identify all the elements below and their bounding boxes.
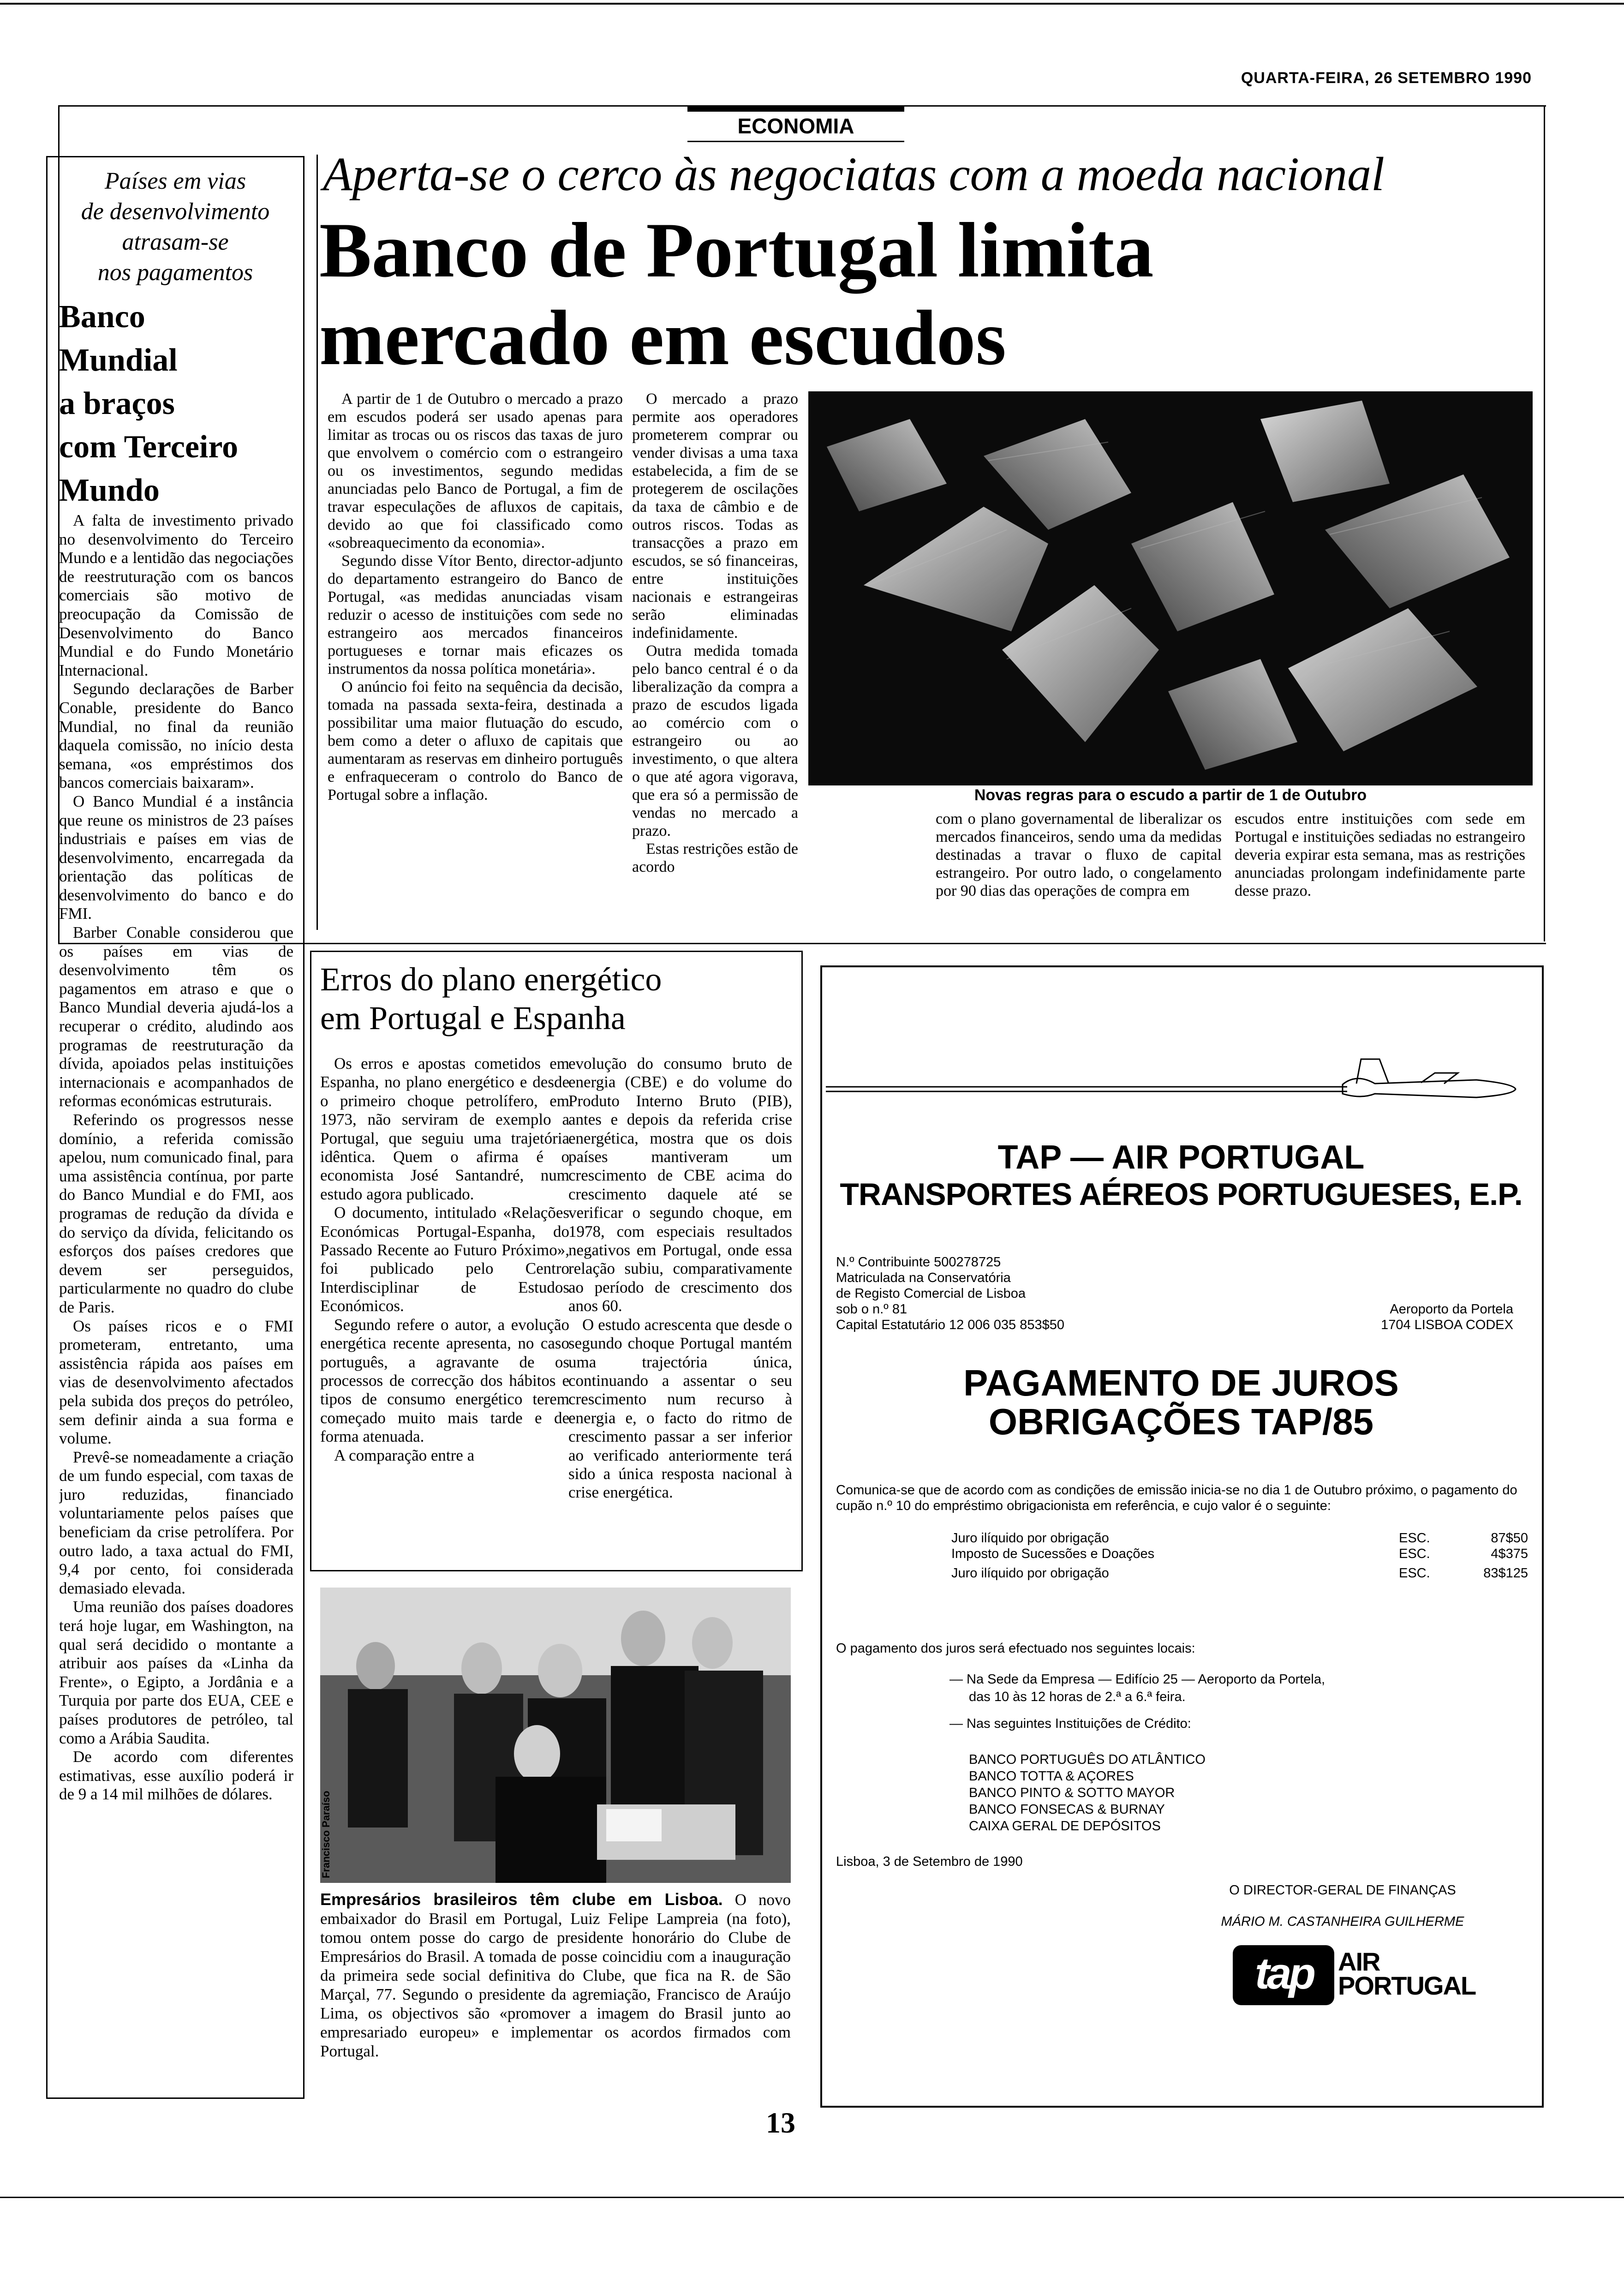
ad-registration-line: Capital Estatutário 12 006 035 853$50 [836,1318,1064,1332]
paragraph: evolução do consumo bruto de energia (CBE) e do volume do Produto Interno Bruto (PIB), antes e depois da referida crise energética, mostra que os dois países mantiveram um crescimento de CBE acima do crescimento daquele até se verificar o segundo choque, em 1978, com especiais resultados negativos em Portugal, onde essa relação subiu, comparativamente ao período de crescimento dos anos 60. [568,1055,792,1315]
ad-address [1292,1301,1513,1333]
main-headline-line: mercado em escudos [319,294,1006,381]
ad-signer-title: O DIRECTOR-GERAL DE FINANÇAS [1229,1883,1456,1898]
club-caption-title: Empresários brasileiros têm clube em Lisboa. [320,1890,723,1909]
ad-payment-places [949,1671,1325,1732]
ad-value-currency: ESC. [1399,1546,1430,1561]
ad-bank-item: BANCO PORTUGUÊS DO ATLÂNTICO [969,1752,1206,1767]
ad-payment-intro: O pagamento dos juros será efectuado nos seguintes locais: [836,1641,1195,1656]
ad-notice: Comunica-se que de acordo com as condições de emissão inicia-se no dia 1 de Outubro próximo, o pagamento do cupão n.º 10 do empréstimo obrigacionista em referência, e cujo valor é o seguinte: [836,1483,1517,1513]
sidebar-kicker-line: atrasam-se [122,229,229,255]
ad-value-gap [951,1562,1528,1565]
paragraph: O documento, intitulado «Relações Económicas Portugal-Espanha, do Passado Recente ao Futuro Próximo», foi publicado pelo Centro Interdisciplinar de Estudos Económicos. [320,1204,569,1315]
main-col-4 [1235,810,1525,930]
column-rule [316,155,318,930]
photo-caption: Novas regras para o escudo a partir de 1 de Outubro [974,786,1367,804]
paragraph: A comparação entre a [334,1446,475,1464]
photo-credit [320,1865,332,1878]
ad-registration-line: sob o n.º 81 [836,1302,908,1317]
ad-title-line: PAGAMENTO DE JUROS [963,1362,1399,1403]
main-kicker: Aperta-se o cerco às negociatas com a moeda nacional [323,148,1385,201]
paragraph: Segundo refere o autor, a evolução energética recente apresenta, no caso português, a agravante de os processos de correcção dos hábitos e tipos de consumo energético terem começado muito mais tarde e de forma atenuada. [320,1315,569,1446]
airplane-icon [821,1048,1522,1103]
top-rule [0,3,1624,5]
page-number: 13 [766,2106,795,2139]
paragraph: De acordo com diferentes estimativas, esse auxílio poderá ir de 9 a 14 mil milhões de dólares. [59,1748,293,1804]
main-col-3 [936,810,1222,930]
bottom-rule [0,2197,1624,2198]
issue-date: QUARTA-FEIRA, 26 SETEMBRO 1990 [1241,69,1532,87]
sidebar-headline-line: a braços [59,386,175,421]
energy-col-2 [568,1055,792,1567]
ad-banks-list [969,1751,1206,1834]
banknotes-photo [808,391,1533,785]
sidebar-kicker [53,166,298,288]
ad-registration-line: de Registo Comercial de Lisboa [836,1286,1026,1301]
right-frame-rule [1544,105,1545,941]
paragraph: Segundo disse Vítor Bento, director-adjunto do departamento estrangeiro do Banco de Portugal, «as medidas anunciadas visam reduzir o acesso de instituições com sede no estrangeiro aos mercados financeiros portugueses e tornar mais eficazes os instrumentos da nossa política monetária». [328,552,623,677]
ad-place-line: — Na Sede da Empresa — Edifício 25 — Aeroporto da Portela, [949,1672,1325,1687]
sidebar-kicker-line: de desenvolvimento [81,198,270,225]
ad-bank-item: CAIXA GERAL DE DEPÓSITOS [969,1819,1161,1834]
ad-title [821,1364,1541,1441]
main-headline-line: Banco de Portugal limita [319,207,1154,294]
ad-address-line: Aeroporto da Portela [1390,1302,1513,1317]
ad-registration-line: N.º Contribuinte 500278725 [836,1255,1001,1270]
main-col-1 [328,390,623,935]
ad-address-line: 1704 LISBOA CODEX [1381,1318,1513,1332]
paragraph: Uma reunião dos países doadores terá hoje lugar, em Washington, na qual será decidido o montante a atribuir aos países da «Linha da Frente», o Egipto, a Jordânia e a Turquia por parte dos EUA, CEE e países produtores de petróleo, tal como a Arábia Saudita. [59,1598,293,1747]
sidebar-headline-line: Mundial [59,342,178,378]
paragraph: O Banco Mundial é a instância que reune os ministros de 23 países industriais e países em vias de desenvolvimento, encarregada da orientação das políticas de desenvolvimento do banco e do FMI. [59,792,293,923]
ad-signer-name: MÁRIO M. CASTANHEIRA GUILHERME [1221,1914,1464,1929]
energy-headline [320,960,662,1037]
paragraph: Referindo os progressos nesse domínio, a referida comissão apelou, num comunicado final, para uma assistência contínua, por parte do Banco Mundial e do FMI, aos programas de redução da dívida e do serviço da dívida, felicitando os esforços dos países credores que devem ser perseguidos, particularmente no quadro do clube de Paris. [59,1111,293,1316]
paragraph: com o plano governamental de liberalizar os mercados financeiros, sendo uma da medidas destinadas a travar o fluxo de capital estrangeiro. Por outro lado, o congelamento por 90 dias das operações de compra em [936,810,1222,899]
ad-value-label: Imposto de Sucessões e Doações [951,1546,1155,1561]
ad-bank-item: BANCO PINTO & SOTTO MAYOR [969,1786,1175,1800]
club-caption [320,1890,791,2061]
paragraph: Os países ricos e o FMI prometeram, entretanto, uma assistência rápida aos países em vias de desenvolvimento afectados pela subida dos preços do petróleo, sem definir ainda a sua forma e volume. [59,1317,293,1448]
sidebar-body [59,511,293,2090]
paragraph: Os erros e apostas cometidos em Espanha, no plano energético e desde o primeiro choque petrolífero, em 1973, não serviram de exemplo a Portugal, que seguiu uma trajetória idêntica. Quem o afirma é o economista José Santandré, num estudo agora publicado. [320,1055,569,1203]
sidebar-headline-line: com Terceiro [59,429,239,465]
paragraph: A partir de 1 de Outubro o mercado a prazo em escudos poderá ser usado apenas para limitar as trocas ou os riscos das taxas de juro que envolvem o comércio com o estrangeiro ou os investimentos, segundo medidas anunciadas pelo Banco de Portugal, a fim de travar especulações de afluxos de capitais, devido ao que foi classificado como «sobreaquecimento da economia». [328,390,623,551]
ad-value-label: Juro ilíquido por obrigação [951,1566,1109,1581]
ad-value-currency: ESC. [1399,1566,1430,1581]
paragraph: Segundo declarações de Barber Conable, presidente do Banco Mundial, no final da reunião daquela comissão, no início desta semana, «os empréstimos dos bancos comerciais baixaram». [59,680,293,792]
ad-value-row [951,1546,1528,1562]
tap-air-portugal-logo [1233,1945,1491,2005]
section-title: ECONOMIA [737,114,854,138]
sidebar-headline-line: Mundo [59,473,160,508]
tap-logo-letters: tap [1255,1949,1313,1998]
sidebar-headline-line: Banco [59,299,145,335]
section-underline [687,141,904,142]
club-caption-text: O novo embaixador do Brasil em Portugal, Luiz Felipe Lampreia (na foto), tomou ontem posse do cargo de presidente honorário do Clube de Empresários do Brasil. A tomada de posse coincidiu com a inauguração da primeira sede social definitiva do Clube, que fica na R. de São Marçal, 77. Segundo o presidente da agremiação, Francisco de Araújo Lima, os objectivos são «promover a imagem do Brasil junto ao empresariado europeu» e implementar os acordos firmados com Portugal. [320,1891,791,2060]
ad-registration [836,1254,1064,1333]
banknotes-illustration [808,391,1533,785]
energy-headline-line: em Portugal e Espanha [320,1000,626,1037]
ad-value-label: Juro ilíquido por obrigação [951,1531,1109,1546]
ad-bank-item: BANCO FONSECAS & BURNAY [969,1802,1165,1817]
ad-place-line: das 10 às 12 horas de 2.ª a 6.ª feira. [969,1690,1186,1704]
paragraph: O mercado a prazo permite aos operadores prometerem comprar ou vender divisas a uma taxa estabelecida, a fim de se protegerem de oscilações da taxa de câmbio e de outros riscos. Todas as transacções a prazo em escudos, se só financeiras, entre instituições nacionais e estrangeiras serão eliminadas indefinidamente. [632,390,798,641]
energy-col-1 [320,1055,569,1567]
section-bar [687,105,904,112]
paragraph: A falta de investimento privado no desenvolvimento do Terceiro Mundo e a lentidão das negociações de reestruturação com os bancos comerciais são motivo de preocupação da Comissão de Desenvolvimento do Banco Mundial e do Fundo Monetário Internacional. [59,511,293,679]
ad-value-amount: 87$50 [1491,1531,1528,1546]
tap-logo-text-line: PORTUGAL [1338,1971,1476,2000]
ad-title-line: OBRIGAÇÕES TAP/85 [988,1401,1374,1442]
ad-value-row [951,1530,1528,1546]
sidebar-kicker-line: Países em vias [104,168,246,194]
paragraph: Estas restrições estão de acordo [632,840,798,875]
ad-values-table [951,1530,1528,1581]
paragraph: Outra medida tomada pelo banco central é o da liberalização da compra a prazo de escudos ligada ao comércio com o estrangeiro ou ao investimento, o que altera o que até agora vigorava, que era só a permissão de vendas no mercado a prazo. [632,642,798,839]
ad-company-fullname: TRANSPORTES AÉREOS PORTUGUESES, E.P. [840,1177,1522,1212]
paragraph: Prevê-se nomeadamente a criação de um fundo especial, com taxas de juro reduzidas, financiado voluntariamente pelos países que beneficiam da crise petrolífera. Por outro lado, a taxa actual do FMI, 9,4 por cento, foi considerada demasiado elevada. [59,1448,293,1597]
paragraph: Barber Conable considerou que os países em vias de desenvolvimento têm os pagamentos em atraso e que o Banco Mundial deveria ajudá-los a recuperar o crédito, aludindo aos programas de reestruturação da dívida, apoiados pelas instituições internacionais e acompanhados de reformas económicas estruturais. [59,923,293,1110]
ad-value-amount: 83$125 [1483,1566,1528,1581]
ad-place-line: — Nas seguintes Instituições de Crédito: [949,1716,1191,1731]
ad-date: Lisboa, 3 de Setembro de 1990 [836,1854,1023,1869]
tap-logo-text [1338,1947,1476,2000]
sidebar-kicker-line: nos pagamentos [97,259,253,286]
ad-value-row [951,1565,1528,1581]
ad-bank-item: BANCO TOTTA & AÇORES [969,1769,1134,1784]
paragraph: O anúncio foi feito na sequência da decisão, tomada na passada sexta-feira, destinada a possibilitar uma maior flutuação do escudo, bem como a deter o afluxo de capitais que aumentaram as reservas em dinheiro português e enfraqueceram o controlo do Banco de Portugal sobre a inflação. [328,678,623,803]
energy-headline-line: Erros do plano energético [320,961,662,998]
sidebar-headline [59,295,299,512]
ad-value-currency: ESC. [1399,1531,1430,1546]
ad-value-amount: 4$375 [1491,1546,1528,1561]
tap-logo-text-line: AIR [1338,1947,1380,1976]
main-col-2 [632,390,798,935]
paragraph: escudos entre instituições com sede em Portugal e instituições sediadas no estrangeiro deveria expirar esta semana, mas as restrições anunciadas prolongam indefinidamente parte desse prazo. [1235,810,1525,899]
club-photo [320,1588,791,1883]
paragraph: O estudo acrescenta que desde o segundo choque Portugal mantém uma trajectória única, continuando a assentar o seu crescimento num recurso à energia e, o facto do ritmo de crescimento passar a ser inferior ao verificado anteriormente terá sido a única resposta nacional à crise energética. [568,1315,792,1502]
ad-registration-line: Matriculada na Conservatória [836,1270,1011,1285]
ad-company-name: TAP — AIR PORTUGAL [997,1139,1365,1176]
club-photo-illustration [320,1588,791,1883]
